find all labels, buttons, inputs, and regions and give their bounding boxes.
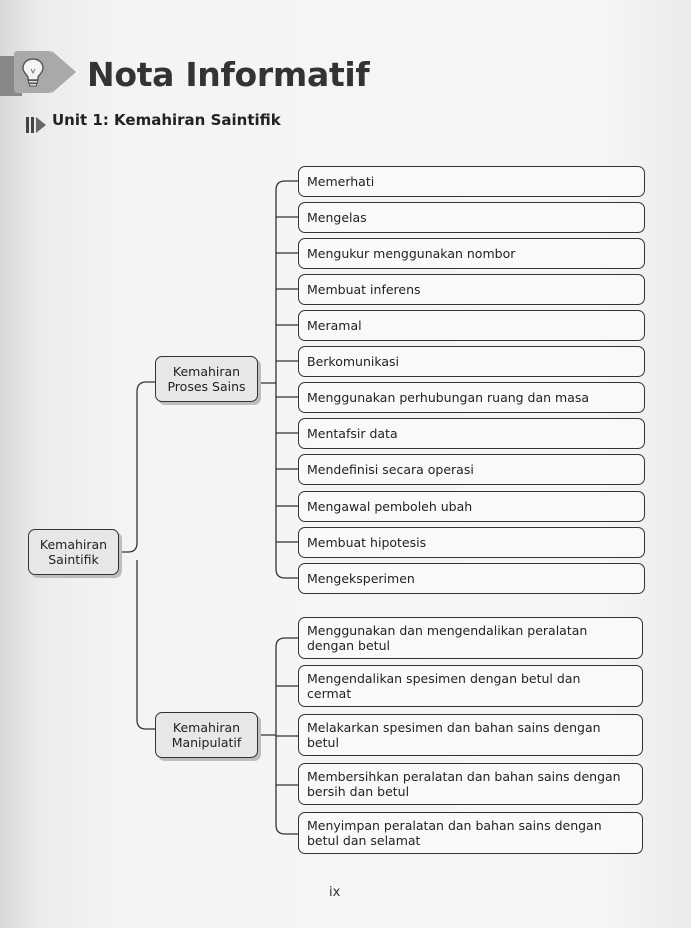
skill-item	[298, 202, 645, 233]
branch-node-label-line1: Kemahiran	[172, 720, 241, 735]
manipulative-item-line1: Membersihkan peralatan dan bahan sains dengan	[307, 769, 621, 784]
root-node-scientific-skills	[28, 529, 119, 575]
manipulative-item-line2: cermat	[307, 686, 352, 701]
manipulative-item	[298, 763, 643, 805]
manipulative-item-line1: Menyimpan peralatan dan bahan sains dengan	[307, 818, 602, 833]
skill-item-label: Mengukur menggunakan nombor	[307, 246, 516, 261]
root-node-label-line1: Kemahiran	[39, 537, 108, 552]
skill-item-label: Memerhati	[307, 174, 375, 189]
branch-node-label-line1: Kemahiran	[172, 364, 241, 379]
unit-title: Unit 1: Kemahiran Saintifik	[52, 111, 281, 129]
manipulative-item-line2: dengan betul	[307, 638, 390, 653]
skill-item-label: Berkomunikasi	[307, 354, 400, 369]
skill-item	[298, 418, 645, 449]
skill-item	[298, 310, 645, 341]
skill-item-label: Membuat inferens	[307, 282, 421, 297]
page-title: Nota Informatif	[87, 55, 370, 94]
skill-item-label: Membuat hipotesis	[307, 535, 427, 550]
skill-item-label: Mentafsir data	[307, 426, 398, 441]
skill-item-label: Menggunakan perhubungan ruang dan masa	[307, 390, 590, 405]
manipulative-item-line2: bersih dan betul	[307, 784, 410, 799]
skill-item	[298, 382, 645, 413]
skill-item	[298, 346, 645, 377]
branch-node-label-line2: Proses Sains	[167, 379, 246, 394]
root-node-label-line2: Saintifik	[48, 552, 99, 567]
manipulative-item	[298, 665, 643, 707]
skill-item	[298, 563, 645, 594]
manipulative-item	[298, 617, 643, 659]
branch-node-manipulative-skills	[155, 712, 258, 758]
skill-item-label: Mengelas	[307, 210, 367, 225]
manipulative-item	[298, 812, 643, 854]
skill-item	[298, 491, 645, 522]
skill-item-label: Mengeksperimen	[307, 571, 415, 586]
skill-item	[298, 527, 645, 558]
manipulative-item-line2: betul dan selamat	[307, 833, 421, 848]
skill-item-label: Mendefinisi secara operasi	[307, 462, 474, 477]
manipulative-item-line1: Melakarkan spesimen dan bahan sains dengan	[307, 720, 601, 735]
manipulative-item	[298, 714, 643, 756]
manipulative-item-line2: betul	[307, 735, 339, 750]
manipulative-item-line1: Menggunakan dan mengendalikan peralatan	[307, 623, 588, 638]
manipulative-item-line1: Mengendalikan spesimen dengan betul dan	[307, 671, 581, 686]
skill-item	[298, 454, 645, 485]
skill-item-label: Meramal	[307, 318, 362, 333]
skill-item-label: Mengawal pemboleh ubah	[307, 499, 473, 514]
skill-item	[298, 274, 645, 305]
skill-item	[298, 238, 645, 269]
page-number: ix	[329, 885, 341, 900]
branch-node-science-process-skills	[155, 356, 258, 402]
skill-item	[298, 166, 645, 197]
branch-node-label-line2: Manipulatif	[171, 735, 242, 750]
